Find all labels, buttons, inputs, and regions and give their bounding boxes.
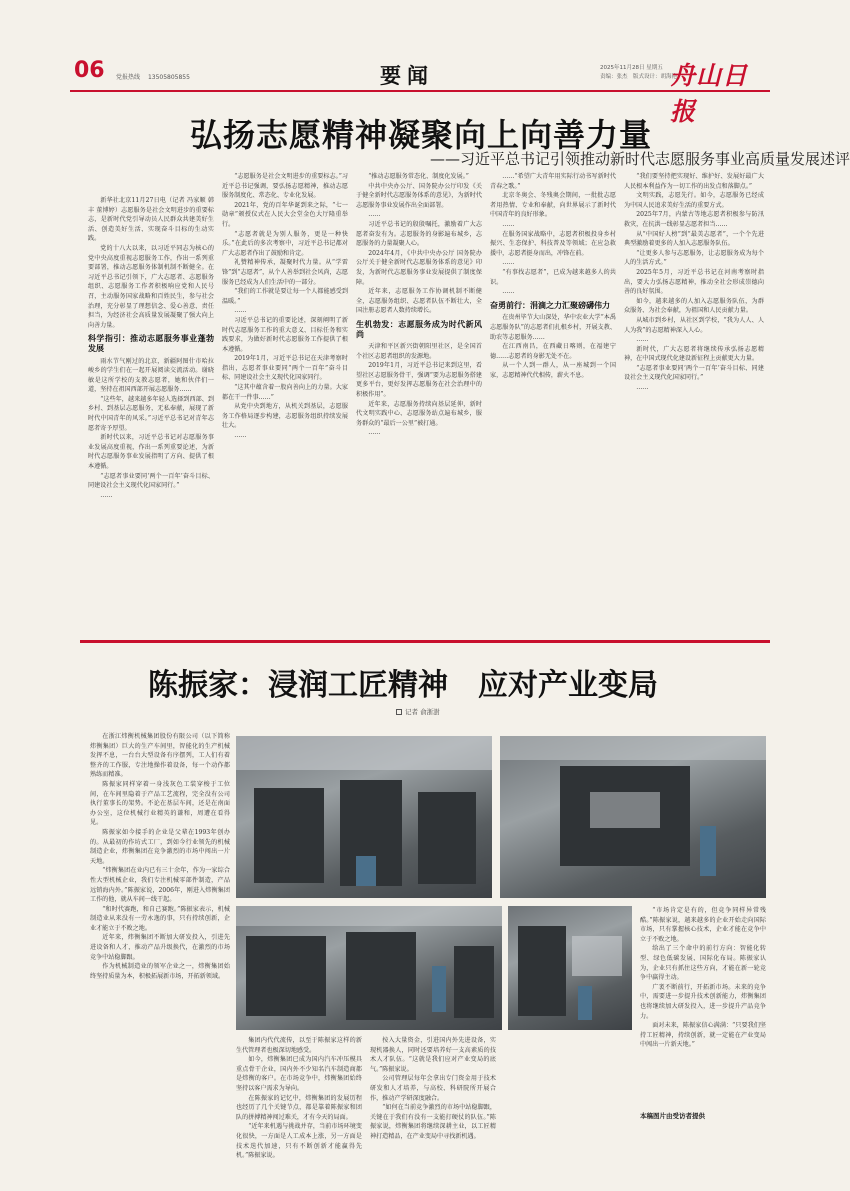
paragraph: ……“希望广大青年用实际行动书写新时代青春之歌。” <box>490 173 616 190</box>
paragraph: 在浙江炜衡机械集团股份有限公司（以下简称炜衡集团）巨大的生产车间里，智能化的生产机械发挥不息，一台台大型设备有序摆列，工人们有着整齐的工作服，专注地操作着设备，每一个动作都熟练而精准。 <box>90 733 230 779</box>
paragraph: “和时代赛跑，和自己赛跑。”陈振家表示，机械制造业从来没有一劳永逸的事，只有持续创新，企业才能立于不败之地。 <box>90 905 230 932</box>
paragraph: …… <box>636 384 649 392</box>
paragraph: 近年来，炜衡集团不断加大研发投入，引进先进设备和人才，推动产品升级换代，在激烈的市场竞争中站稳脚跟。 <box>90 934 230 961</box>
paragraph: 从“中国好人榜”到“最美志愿者”，一个个先进典型激励着更多的人加入志愿服务队伍。 <box>624 230 764 248</box>
section-divider <box>80 640 770 643</box>
paragraph: 陈振家同样穿着一身浅灰色工装穿梭于工位间，在车间里隐着于产品工艺流程，完全没有公司执行董事长的架势。不论在基层车间，还是在南面办公室，这位机械行业精英的谦和，周遭在看得见。 <box>90 780 230 827</box>
paragraph: “有事找志愿者”，已成为越来越多人的共识。 <box>490 268 616 286</box>
paragraph: “这其中蕴含着一股向善向上的力量。大家都在干一件事……” <box>222 384 348 401</box>
paragraph: 给出了三个命中的前行方向：智能化转型、绿色低碳发展、国际化布局。陈振家认为，企业只有抓住这些方向，才能在新一轮竞争中赢得主动。 <box>640 945 766 982</box>
section-heading: 科学指引：推动志愿服务事业蓬勃发展 <box>88 334 214 353</box>
paragraph: 天津和平区新兴街朝阳里社区，是全国首个社区志愿者组织的发源地。 <box>356 343 482 360</box>
paragraph: 礼赞精神传承，凝聚时代力量。从“学雷锋”到“志愿者”，从个人善举到社会风尚，志愿服务已经成为人们生活中的一部分。 <box>222 259 348 286</box>
paragraph: “市场肯定是有的，但竞争同样异常残酷。”陈振家说，越来越多的企业开始走向国际市场，只有掌握核心技术，企业才能在竞争中立于不败之地。 <box>640 907 766 943</box>
paragraph: “我们要坚持把实现好、维护好、发展好最广大人民根本利益作为一切工作的出发点和落脚点。” <box>624 173 764 190</box>
paragraph: 新时代以来，习近平总书记对志愿服务事业发展高度重视，作出一系列重要论述，为新时代志愿服务事业发展指明了方向、提供了根本遵循。 <box>88 434 214 471</box>
paragraph: 新华社北京11月27日电（记者 冯家顺 韩丰 董博婷）志愿服务是社会文明进步的重要标志，是新时代党引导动员人民群众共建美好生活、创造美好生活、实现奋斗目标的生动实践。 <box>88 197 214 243</box>
paragraph: 新时代，广大志愿者将继续传承弘扬志愿精神，在中国式现代化建设新征程上贡献更大力量。 <box>624 345 764 363</box>
section-title: 要闻 <box>380 63 434 88</box>
paragraph: …… <box>368 429 381 437</box>
paragraph: 在贵州毕节大山深处，华中农业大学“本禹志愿服务队”的志愿者们扎根乡村，开展支教、助农等志愿服务…… <box>490 314 616 341</box>
paragraph: “如何在当前竞争激烈的市场中站稳脚跟，关键在于我们有没有一支能打硬仗的队伍。”陈振家说，炜衡集团将继续深耕主业，以工匠精神打造精品，在产业变局中寻找新机遇。 <box>370 1104 496 1140</box>
factory-photo-1 <box>236 736 492 898</box>
paragraph: 北京冬奥会、冬残奥会期间，一批批志愿者用热情、专业和奉献，向世界展示了新时代中国青年的良好形象。 <box>490 192 616 219</box>
article1-column-1 <box>88 196 214 634</box>
paragraph: …… <box>502 288 515 296</box>
paragraph: 2024年4月，《中共中央办公厅 国务院办公厅关于健全新时代志愿服务体系的意见》印发，为新时代志愿服务事业发展提供了制度保障。 <box>356 249 482 286</box>
paragraph: …… <box>100 491 113 499</box>
factory-photo-2 <box>500 736 766 898</box>
article2-column-2 <box>236 1036 362 1160</box>
article1-subtitle: ——习近平总书记引领推动新时代志愿服务事业高质量发展述评 <box>430 150 850 168</box>
paragraph: 2019年1月，习近平总书记来到这里，看望社区志愿服务骨干，强调“要为志愿服务搭建更多平台，更好发挥志愿服务在社会治理中的积极作用”。 <box>356 362 482 399</box>
paragraph: 在服务国家战略中，志愿者积极投身乡村振兴、生态保护、科技普及等领域；在应急救援中，志愿者挺身而出，冲锋在前。 <box>490 230 616 257</box>
masthead-logo: 舟山日报 <box>670 61 749 126</box>
article1-column-2 <box>222 172 348 634</box>
paragraph: 2025年7月，内蒙古等地志愿者积极参与防汛救灾，在抗洪一线彰显志愿者担当…… <box>624 211 764 228</box>
paragraph: 集团内代代流传，以至于陈振家这样的新生代管理者也极深切地感受。 <box>236 1037 362 1054</box>
paragraph: 文明实践，志愿先行。如今，志愿服务已经成为中国人民追求美好生活的重要方式。 <box>624 192 764 209</box>
page-number: 06 <box>74 58 105 83</box>
photo-credit: 本稿图片由受访者提供 <box>640 1112 705 1120</box>
section-heading: 奋勇前行：涓滴之力汇聚磅礴伟力 <box>490 300 610 310</box>
paragraph: “志愿服务是社会文明进步的重要标志。”习近平总书记强调，要弘扬志愿精神，推动志愿服务制度化、常态化、专业化发展。 <box>222 173 348 200</box>
paragraph: …… <box>234 307 247 315</box>
paragraph: 陈振家如今接手的企业是父辈在1993年创办的。从最初的作坊式工厂，到如今行业领先的机械制造企业，炜衡集团在竞争激烈的市场中闯出一片天地。 <box>90 828 230 865</box>
editor-line <box>116 72 190 81</box>
paragraph: 近年来，志愿服务持续向基层延伸，新时代文明实践中心、志愿服务站点遍布城乡，服务群众的“最后一公里”被打通。 <box>356 400 482 427</box>
paragraph: …… <box>636 336 649 344</box>
paragraph: 在陈振家的记忆中，炜衡集团的发展历程也经历了几个关键节点，都是靠着陈振家和团队的拼搏精神闯过难关，才有今天的局面。 <box>236 1094 362 1121</box>
article2-column-4 <box>640 906 766 1106</box>
paragraph: 从城市到乡村，从社区到学校，“我为人人、人人为我”的志愿精神深入人心。 <box>624 316 764 334</box>
section-heading: 生机勃发：志愿服务成为时代新风尚 <box>356 319 482 339</box>
paragraph: 如今，炜衡集团已成为国内汽车冲压模具重点骨干企业，国内外不少知名汽车制造商都是炜衡的客户。在市场竞争中，炜衡集团始终坚持以客户需求为导向。 <box>236 1056 362 1092</box>
staff-line: 责编：张杰 版式设计：胡海艳 <box>600 74 678 80</box>
factory-photo-3 <box>236 906 502 1030</box>
paragraph: 公司管理层每年会拿出专门资金用于技术研发和人才培养，与高校、科研院所开展合作，推动产学研深度融合。 <box>370 1075 496 1102</box>
page-header <box>70 56 770 126</box>
paragraph: …… <box>368 211 381 219</box>
paragraph: 如今，越来越多的人加入志愿服务队伍，为群众服务、为社会奉献，为祖国和人民贡献力量。 <box>624 297 764 315</box>
paragraph: 党的十八大以来，以习近平同志为核心的党中央高度重视志愿服务工作，作出一系列重要部署，推动志愿服务体制机制不断健全。在习近平总书记引领下，广大志愿者、志愿服务组织、志愿服务工作者积极响应党和人民号召，主动服务国家战略和百姓民生，参与社会治理，充分彰显了理想信念、爱心善意、责任担当，为经济社会高质量发展凝聚了强大向上向善力量。 <box>88 244 214 329</box>
paragraph: “近年来机遇与挑战并存，当前市场环境变化很快，一方面是人工成本上涨，另一方面是技术迭代加速，只有不断创新才能赢得先机。”陈振家说。 <box>236 1123 362 1160</box>
article1-column-3 <box>356 172 482 634</box>
paragraph: 广袤不断前行，开拓新市场。未来的竞争中，需要进一步提升技术创新能力，炜衡集团也将继续加大研发投入，进一步提升产品竞争力。 <box>640 983 766 1020</box>
paragraph: “志愿者事业要同‘两个一百年’奋斗目标、同建设社会主义现代化国家同行。” <box>624 364 764 382</box>
header-rule <box>70 90 770 92</box>
article2-byline <box>396 707 440 716</box>
paragraph: “志愿者就是为别人服务，更是一种快乐。”在此后的多次考察中，习近平总书记都对广大志愿者作出了鼓励和肯定。 <box>222 230 348 257</box>
hotline-phone: 13505805855 <box>147 74 190 81</box>
paragraph: 2025年5月，习近平总书记在河南考察时指出，要大力弘扬志愿精神，推动全社会形成崇德向善的良好氛围。 <box>624 268 764 296</box>
paragraph: 从一个人到一群人，从一座城到一个国家，志愿精神代代相传，薪火不息。 <box>490 362 616 379</box>
hotline-label: 党报热线 <box>116 74 141 81</box>
paragraph: “炜衡集团在业内已有三十余年，作为一家综合性大型机械企业，我们专注机械零部件制造，产品远销海内外。”陈振家说，2006年，刚进入炜衡集团工作的他，就从车间一线干起。 <box>90 867 230 904</box>
paragraph: 作为机械制造业的领军企业之一，炜衡集团始终坚持质量为本，积极拓展新市场，开拓新领域。 <box>90 963 230 980</box>
paragraph: …… <box>502 220 515 228</box>
paragraph: “志愿者事业要同‘两个一百年’奋斗目标、同建设社会主义现代化国家同行。” <box>88 472 214 490</box>
article1-column-4 <box>490 172 616 634</box>
paragraph: “这些年，越来越多年轻人选择到西部、到乡村、到基层志愿服务，无私奉献，展现了新时代中国青年的风采。”习近平总书记对青年志愿者寄予厚望。 <box>88 395 214 432</box>
paragraph: 按入大量资金，引进国内外先进设备，实现机器换人，同时还要培养好一支高素质的技术人才队伍。“这就是我们应对产业变局的底气。”陈振家说。 <box>370 1037 496 1073</box>
date-block <box>600 64 677 82</box>
article1-column-5 <box>624 172 764 634</box>
paragraph: 中共中央办公厅、国务院办公厅印发《关于健全新时代志愿服务体系的意见》，为新时代志愿服务事业发展作出全面部署。 <box>356 182 482 209</box>
date-line: 2025年11月28日 星期五 <box>600 65 663 71</box>
paragraph: 2021年，党的百年华诞到来之际，“七一勋章”颁授仪式在人民大会堂金色大厅隆重举行。 <box>222 201 348 228</box>
paragraph: 从党中央到地方，从机关到基层，志愿服务工作格局逐步构建，志愿服务组织持续发展壮大。 <box>222 403 348 430</box>
byline-square-icon <box>396 709 402 715</box>
paragraph: “推动志愿服务常态化、制度化发展。” <box>368 173 469 180</box>
paragraph: “我们的工作就是要让每一个人都能感受到温暖。” <box>222 288 348 305</box>
paragraph: 雨水节气刚过的北京，新疆阿图什市哈拉峻乡的学生们在一起开展阅读交流活动。谢晓敏是这所学校的支教志愿者，她和伙伴们一道，坚持在祖国西部开展志愿服务…… <box>88 357 214 394</box>
factory-photo-4 <box>508 906 632 1030</box>
byline-text: 记者 俞浙澍 <box>405 708 440 716</box>
article2-column-3 <box>370 1036 496 1140</box>
paragraph: …… <box>502 259 515 267</box>
paragraph: “让更多人参与志愿服务，让志愿服务成为每个人的生活方式。” <box>624 249 764 267</box>
paragraph: 面对未来，陈振家信心满满：“只要我们坚持工匠精神，持续创新，就一定能在产业变局中闯出一片新天地。” <box>640 1022 766 1049</box>
article1-title: 弘扬志愿精神凝聚向上向善力量 <box>189 116 652 154</box>
paragraph: 2019年1月，习近平总书记在天津考察时指出，志愿者事业要同“两个一百年”奋斗目标、同建设社会主义现代化国家同行。 <box>222 355 348 382</box>
article2-column-1 <box>90 732 230 1028</box>
paragraph: …… <box>234 432 247 440</box>
paragraph: 习近平总书记的重要论述，深刻阐明了新时代志愿服务工作的重大意义、目标任务和实践要求，为做好新时代志愿服务工作提供了根本遵循。 <box>222 316 348 353</box>
paragraph: 习近平总书记的殷殷嘱托，激励着广大志愿者奋发有为。志愿服务的身影遍布城乡，志愿服务的力量凝聚人心。 <box>356 220 482 248</box>
paragraph: 在江西南昌，在西藏日喀则，在福建宁德……志愿者的身影无处不在。 <box>490 343 616 360</box>
article2-title: 陈振家：浸润工匠精神 应对产业变局 <box>148 668 658 703</box>
paragraph: 近年来，志愿服务工作协调机制不断健全，志愿服务组织、志愿者队伍不断壮大，全国注册志愿者人数持续增长。 <box>356 288 482 315</box>
